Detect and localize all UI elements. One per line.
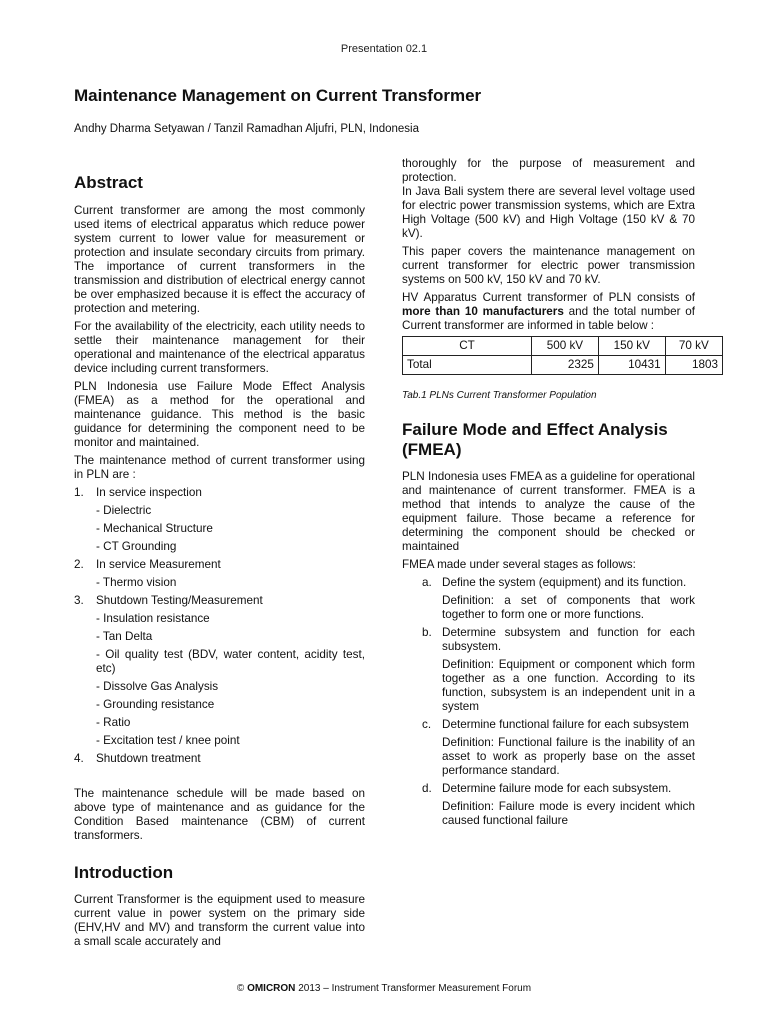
sub-item: - Ratio: [96, 716, 131, 729]
list-number: 4.: [74, 752, 84, 765]
introduction-heading: Introduction: [74, 863, 174, 882]
fmea-heading: Failure Mode and Effect Analysis (FMEA): [402, 420, 668, 459]
list-number: 2.: [74, 558, 84, 571]
right-column: [402, 157, 718, 828]
introduction-paragraph: Current Transformer is the equipment used to measure current value in power system on the primary side (EHV,HV and MV) and transform the current value into a small scale accurately and: [74, 893, 365, 948]
list-number: 1.: [74, 486, 84, 499]
copyright-symbol: ©: [236, 983, 245, 994]
stage-definition: Definition: Equipment or component which form together as a one function. According to its function, subsystem is an independent unit in a system: [442, 658, 695, 713]
fmea-paragraph: FMEA made under several stages as follows:: [402, 558, 636, 571]
table-header-cell: 70 kV: [665, 337, 722, 356]
stage-label: Determine failure mode for each subsystem.: [442, 782, 672, 795]
stage-definition: Definition: Failure mode is every incident which caused functional failure: [442, 800, 695, 827]
list-item: [74, 752, 365, 766]
stage-label: Determine subsystem and function for each subsystem.: [442, 626, 695, 653]
stage-label: Define the system (equipment) and its function.: [442, 576, 687, 589]
stage-item: [402, 576, 695, 590]
table-header-cell: 500 kV: [532, 337, 599, 356]
list-label: Shutdown Testing/Measurement: [96, 594, 263, 607]
page-footer: [0, 983, 768, 994]
left-column: [74, 173, 365, 949]
stage-item: [402, 626, 695, 654]
list-item: [74, 558, 365, 572]
sub-item: - Mechanical Structure: [96, 522, 213, 535]
body-paragraph: thoroughly for the purpose of measurement and protection.: [402, 157, 695, 184]
table-header-cell: 150 kV: [598, 337, 665, 356]
body-paragraph: [402, 291, 695, 333]
abstract-paragraph: PLN Indonesia use Failure Mode Effect Analysis (FMEA) as a method for the operational and maintenance guidance. This method is the basic guidance for determining the component need to be monitor and maintained.: [74, 380, 365, 449]
text-span: HV Apparatus Current transformer of PLN consists of: [402, 291, 695, 304]
body-paragraph: This paper covers the maintenance management on current transformer for electric power transmission systems on 500 kV, 150 kV and 70 kV.: [402, 245, 695, 286]
sub-item: - Excitation test / knee point: [96, 734, 240, 747]
ct-population-table: [402, 336, 723, 375]
list-label: Shutdown treatment: [96, 752, 201, 765]
abstract-heading: Abstract: [74, 173, 143, 192]
abstract-paragraph: For the availability of the electricity, each utility needs to settle their maintenance management for their operational and maintenance of the electrical apparatus device including current transformers.: [74, 320, 365, 375]
stage-letter: c.: [422, 718, 432, 731]
stage-definition: Definition: a set of components that work together to form one or more functions.: [442, 594, 695, 621]
abstract-paragraph: The maintenance method of current transformer using in PLN are :: [74, 454, 365, 481]
stage-letter: d.: [422, 782, 432, 795]
stage-definition: Definition: Functional failure is the inability of an asset to work as properly base on the asset performance standard.: [442, 736, 695, 777]
list-label: In service inspection: [96, 486, 202, 499]
table-cell: 1803: [665, 356, 722, 375]
fmea-paragraph: PLN Indonesia uses FMEA as a guideline for operational and maintenance of current transformer. FMEA is a method that intends to analyze the cause of the equipment failure. Those became a reference for determining the component should be checked or maintained: [402, 470, 696, 553]
table-header-row: [403, 337, 723, 356]
sub-item: - Dissolve Gas Analysis: [96, 680, 219, 693]
stage-item: [402, 718, 695, 732]
sub-item: - Tan Delta: [96, 630, 153, 643]
sub-item: - CT Grounding: [96, 540, 177, 553]
stage-label: Determine functional failure for each subsystem: [442, 718, 689, 731]
page-header: Presentation 02.1: [340, 43, 428, 55]
list-label: In service Measurement: [96, 558, 221, 571]
sub-item: - Grounding resistance: [96, 698, 215, 711]
sub-item: - Thermo vision: [96, 576, 177, 589]
authors: Andhy Dharma Setyawan / Tanzil Ramadhan Aljufri, PLN, Indonesia: [74, 123, 419, 135]
table-header-cell: CT: [403, 337, 532, 356]
footer-text: 2013 – Instrument Transformer Measurement Forum: [295, 983, 532, 994]
table-row: [403, 356, 723, 375]
stage-letter: b.: [422, 626, 432, 639]
table-caption: Tab.1 PLNs Current Transformer Population: [402, 390, 597, 401]
table-cell: Total: [403, 356, 532, 375]
stage-item: [402, 782, 695, 796]
bold-text: more than 10 manufacturers: [402, 305, 564, 318]
stage-letter: a.: [422, 576, 432, 589]
body-paragraph: In Java Bali system there are several level voltage used for electric power transmission systems, which are Extra High Voltage (500 kV) and High Voltage (150 kV & 70 kV).: [402, 185, 695, 240]
sub-item: - Insulation resistance: [96, 612, 210, 625]
text-span: and the total number of Current transformer are informed in table below :: [402, 305, 696, 332]
list-item: [74, 594, 365, 608]
table-cell: 2325: [532, 356, 599, 375]
paper-title: Maintenance Management on Current Transformer: [74, 86, 482, 105]
abstract-paragraph: Current transformer are among the most commonly used items of electrical apparatus which reduce power system current to lower value for measurement or protection and insulate secondary circuits from primary. The importance of current transformers in the transmission and distribution of electrical energy cannot be over emphasized because it is effect the accuracy of protection and metering.: [74, 204, 365, 315]
sub-item: - Oil quality test (BDV, water content, acidity test, etc): [96, 648, 365, 675]
table-cell: 10431: [598, 356, 665, 375]
list-number: 3.: [74, 594, 84, 607]
maintenance-method-list: [74, 486, 365, 766]
brand-name: OMICRON: [247, 983, 296, 994]
fmea-stages-list: [402, 576, 695, 828]
list-item: [74, 486, 365, 500]
sub-item: - Dielectric: [96, 504, 152, 517]
abstract-paragraph: The maintenance schedule will be made based on above type of maintenance and as guidance for the Condition Based maintenance (CBM) of current transformers.: [74, 787, 365, 842]
